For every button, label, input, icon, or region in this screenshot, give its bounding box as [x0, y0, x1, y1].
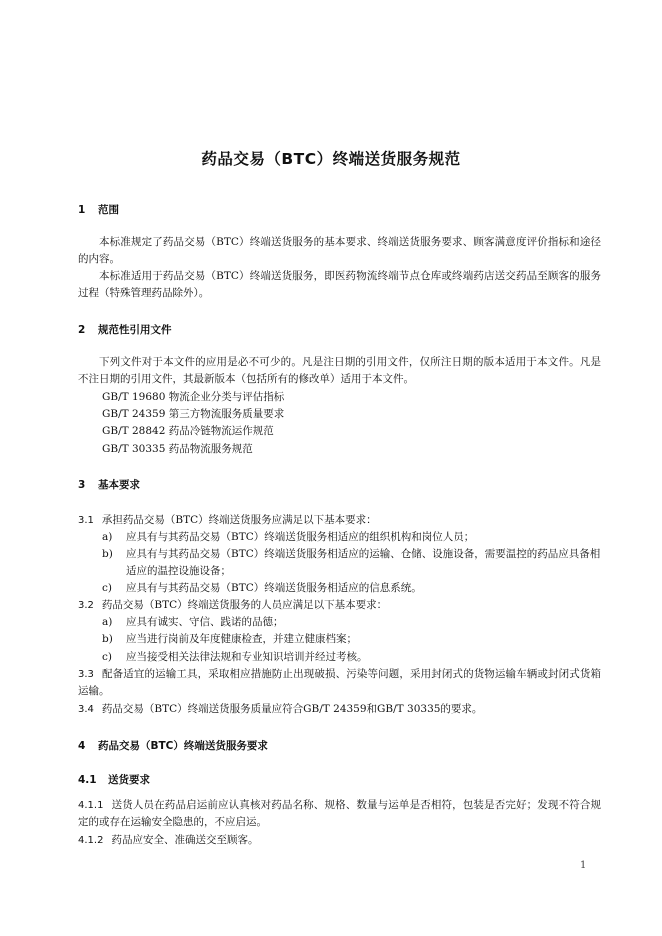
section-3-heading	[78, 477, 140, 492]
section-number: 4.1	[78, 774, 97, 786]
list-label: c)	[102, 582, 112, 594]
section-number: 2	[78, 324, 86, 336]
page-number: 1	[580, 860, 587, 871]
clause-3-2	[78, 597, 387, 614]
section-1-heading	[78, 202, 119, 217]
clause-number: 3.4	[78, 704, 94, 715]
section-2-paragraph: 下列文件对于本文件的应用是必不可少的。凡是注日期的引用文件，仅所注日期的版本适用于本文件。凡是不注日期的引用文件，其最新版本（包括所有的修改单）适用于本文件。	[78, 356, 601, 385]
section-number: 4	[78, 740, 86, 752]
subsection-4-1-heading	[78, 772, 150, 787]
clause-3-4	[78, 701, 482, 718]
list-text: 应具有与其药品交易（BTC）终端送货服务相适应的信息系统。	[126, 582, 422, 594]
reference-item: GB/T 24359 第三方物流服务质量要求	[102, 408, 285, 420]
clause-4-1-1	[78, 797, 601, 831]
document-title: 药品交易（BTC）终端送货服务规范	[201, 150, 461, 168]
list-item	[102, 631, 357, 648]
clause-text: 配备适宜的运输工具，采取相应措施防止出现破损、污染等问题，采用封闭式的货物运输车辆或封闭式货箱运输。	[78, 668, 601, 697]
list-item	[102, 614, 284, 631]
list-label: b)	[102, 548, 113, 560]
clause-text: 药品交易（BTC）终端送货服务的人员应满足以下基本要求：	[101, 599, 388, 611]
clause-3-1	[78, 512, 377, 529]
section-title: 规范性引用文件	[98, 324, 172, 336]
section-number: 1	[78, 204, 86, 216]
reference-item: GB/T 30335 药品物流服务规范	[102, 443, 253, 455]
section-title: 基本要求	[98, 479, 140, 491]
section-1-paragraph-1: 本标准规定了药品交易（BTC）终端送货服务的基本要求、终端送货服务要求、顾客满意度评价指标和途径的内容。	[78, 236, 601, 265]
clause-number: 3.1	[78, 515, 94, 526]
section-2-heading	[78, 322, 172, 337]
clause-number: 4.1.1	[78, 800, 104, 811]
clause-number: 4.1.2	[78, 835, 104, 846]
list-text: 应具有与其药品交易（BTC）终端送货服务相适应的运输、仓储、设施设备，需要温控的药品应具备相适应的温控设施设备；	[126, 548, 601, 577]
section-title: 药品交易（BTC）终端送货服务要求	[98, 740, 268, 752]
section-1-paragraph-2: 本标准适用于药品交易（BTC）终端送货服务，即医药物流终端节点仓库或终端药店送交药品至顾客的服务过程（特殊管理药品除外）。	[78, 270, 601, 299]
list-item	[102, 529, 474, 546]
list-item	[102, 649, 368, 666]
clause-4-1-2	[78, 832, 258, 849]
clause-number: 3.2	[78, 600, 94, 611]
reference-item: GB/T 28842 药品冷链物流运作规范	[102, 425, 274, 437]
list-label: a)	[102, 616, 113, 628]
clause-3-3	[78, 666, 601, 700]
clause-text: 药品应安全、准确送交至顾客。	[111, 834, 259, 846]
clause-number: 3.3	[78, 669, 94, 680]
section-title: 送货要求	[108, 774, 150, 786]
list-item	[102, 546, 601, 580]
list-text: 应具有诚实、守信、践诺的品德；	[126, 616, 284, 628]
list-text: 应具有与其药品交易（BTC）终端送货服务相适应的组织机构和岗位人员；	[126, 531, 475, 543]
clause-text: 承担药品交易（BTC）终端送货服务应满足以下基本要求：	[101, 514, 377, 526]
list-label: b)	[102, 633, 113, 645]
clause-text: 送货人员在药品启运前应认真核对药品名称、规格、数量与运单是否相符，包装是否完好；发现不符合规定的或存在运输安全隐患的，不应启运。	[78, 799, 601, 828]
section-4-heading	[78, 738, 268, 753]
list-label: a)	[102, 531, 113, 543]
list-label: c)	[102, 651, 112, 663]
reference-item: GB/T 19680 物流企业分类与评估指标	[102, 391, 285, 403]
section-number: 3	[78, 479, 86, 491]
clause-text: 药品交易（BTC）终端送货服务质量应符合GB/T 24359和GB/T 30335的要求。	[101, 703, 483, 715]
section-title: 范围	[98, 204, 119, 216]
list-text: 应当进行岗前及年度健康检查，并建立健康档案；	[126, 633, 357, 645]
list-text: 应当接受相关法律法规和专业知识培训并经过考核。	[126, 651, 368, 663]
list-item	[102, 580, 422, 597]
